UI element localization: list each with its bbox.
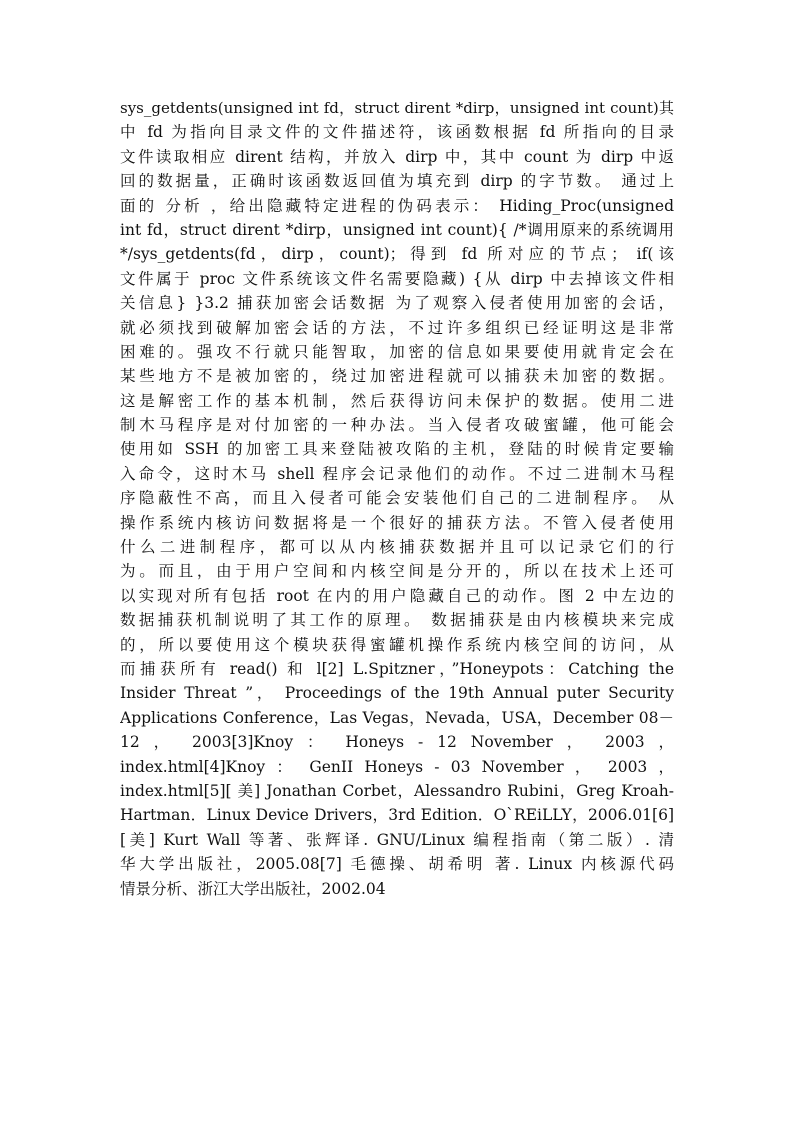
text-line: Hartman．Linux Device Drivers，3rd Edition．O`REiLLY，2006.01[6] [120,806,674,825]
text-line: index.html[4]Knoy ： GenII Honeys - 03 November ， 2003 ， [120,757,674,776]
text-line: 情景分析、浙江大学出版社，2002.04 [120,879,386,898]
text-line: 以实现对所有包括 root 在内的用户隐藏自己的动作。图 2 中左边的 [120,586,674,605]
text-line: 什么二进制程序，都可以从内核捕获数据并且可以记录它们的行 [120,538,674,557]
text-line: 制木马程序是对付加密的一种办法。当入侵者攻破蜜罐，他可能会 [120,416,674,435]
text-line: [美] Kurt Wall 等著、张辉译. GNU/Linux 编程指南（第二版）. 清 [120,830,674,849]
text-line: 这是解密工作的基本机制，然后获得访问未保护的数据。使用二进 [120,391,674,410]
text-line: 面的 分析 ，给出隐藏特定进程的伪码表示： Hiding_Proc(unsigned [120,196,674,215]
text-line: 使用如 SSH 的加密工具来登陆被攻陷的主机，登陆的时候肯定要输 [120,440,674,459]
text-line: */sys_getdents(fd，dirp，count)；得到 fd 所对应的节点； if(该 [120,245,674,264]
text-line: 而捕获所有 read() 和 l[2] L.Spitzner，”Honeypots：Catching the [120,659,674,678]
text-line: 入命令，这时木马 shell 程序会记录他们的动作。不过二进制木马程 [120,464,674,483]
text-line: 数据捕获机制说明了其工作的原理。 数据捕获是由内核模块来完成 [120,611,674,630]
body-text [120,96,674,901]
text-line: 某些地方不是被加密的，绕过加密进程就可以捕获未加密的数据。 [120,367,674,386]
text-line: int fd，struct dirent *dirp，unsigned int count){ /*调用原来的系统调用 [120,220,674,239]
text-line: 的，所以要使用这个模块获得蜜罐机操作系统内核空间的访问，从 [120,635,674,654]
text-line: 就必须找到破解加密会话的方法，不过许多组织已经证明这是非常 [120,318,674,337]
text-line: 困难的。强攻不行就只能智取，加密的信息如果要使用就肯定会在 [120,342,674,361]
text-line: Insider Threat ”， Proceedings of the 19th Annual puter Security [120,684,674,703]
text-line: 操作系统内核访问数据将是一个很好的捕获方法。不管入侵者使用 [120,513,674,532]
text-line: 关信息} }3.2 捕获加密会话数据 为了观察入侵者使用加密的会话， [120,294,674,313]
text-line: Applications Conference，Las Vegas，Nevada，USA，December 08－ [120,708,674,727]
text-line: sys_getdents(unsigned int fd，struct dirent *dirp，unsigned int count)其 [120,99,674,117]
text-line: 为。而且，由于用户空间和内核空间是分开的，所以在技术上还可 [120,562,674,581]
text-line: 华大学出版社，2005.08[7] 毛德操、胡希明 著. Linux 内核源代码 [120,855,674,874]
text-line: index.html[5][ 美] Jonathan Corbet，Alessandro Rubini，Greg Kroah- [120,781,674,800]
text-line: 文件属于 proc 文件系统该文件名需要隐藏) {从 dirp 中去掉该文件相 [120,269,674,288]
text-line: 文件读取相应 dirent 结构，并放入 dirp 中，其中 count 为 dirp 中返 [120,147,674,166]
text-line: 12 ， 2003[3]Knoy ： Honeys - 12 November ， 2003 ， [120,733,674,752]
text-line: 回的数据量，正确时该函数返回值为填充到 dirp 的字节数。 通过上 [120,172,674,191]
text-line: 中 fd 为指向目录文件的文件描述符，该函数根据 fd 所指向的目录 [120,123,674,142]
text-line: 序隐蔽性不高，而且入侵者可能会安装他们自己的二进制程序。 从 [120,489,674,508]
